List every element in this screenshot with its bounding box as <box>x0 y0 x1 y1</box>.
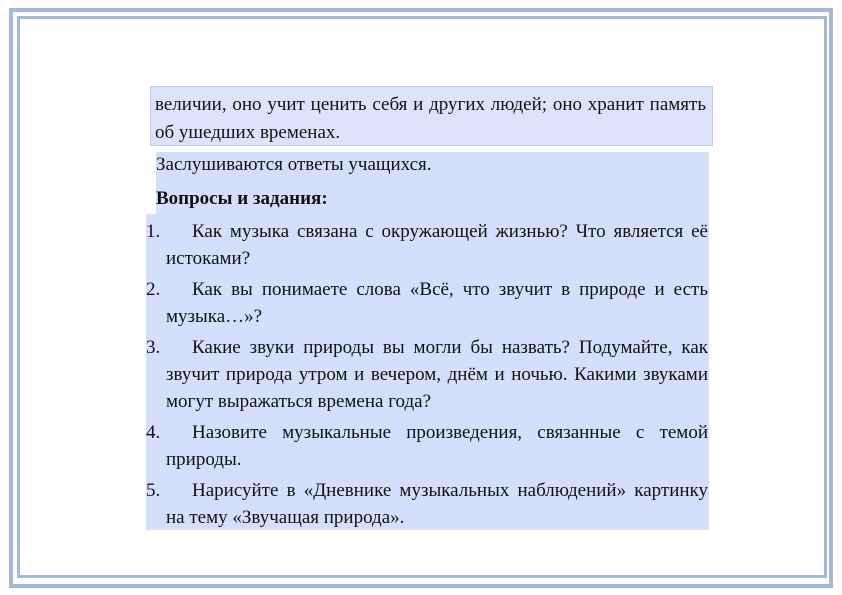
box-notch <box>146 152 156 214</box>
questions-list <box>146 218 709 535</box>
question-item-1 <box>146 218 709 272</box>
question-number: 3. <box>146 337 161 358</box>
question-number: 5. <box>146 480 161 501</box>
questions-text-box <box>146 152 709 530</box>
question-text: Как музыка связана с окружающей жизнью? Что является её истоками? <box>166 221 708 269</box>
question-item-4 <box>146 419 709 473</box>
question-text: Назовите музыкальные произведения, связанные с темой природы. <box>166 422 708 470</box>
question-text: Как вы понимаете слова «Всё, что звучит в природе и есть музыка…»? <box>166 279 708 327</box>
question-number: 4. <box>146 422 161 443</box>
question-item-5 <box>146 477 709 531</box>
question-number: 2. <box>146 279 161 300</box>
question-item-3 <box>146 334 709 415</box>
question-item-2 <box>146 276 709 330</box>
continuation-text-box <box>150 86 713 146</box>
question-number: 1. <box>146 221 161 242</box>
section-heading: Вопросы и задания: <box>156 188 328 209</box>
intro-line: Заслушиваются ответы учащихся. <box>156 154 432 175</box>
question-text: Какие звуки природы вы могли бы назвать? Подумайте, как звучит природа утром и вечером, днём и ночью. Какими звуками могут выражаться времена года? <box>166 337 708 412</box>
continuation-text: величии, оно учит ценить себя и других людей; оно хранит память об ушедших временах. <box>155 94 706 143</box>
question-text: Нарисуйте в «Дневнике музыкальных наблюдений» картинку на тему «Звучащая природа». <box>166 480 708 528</box>
